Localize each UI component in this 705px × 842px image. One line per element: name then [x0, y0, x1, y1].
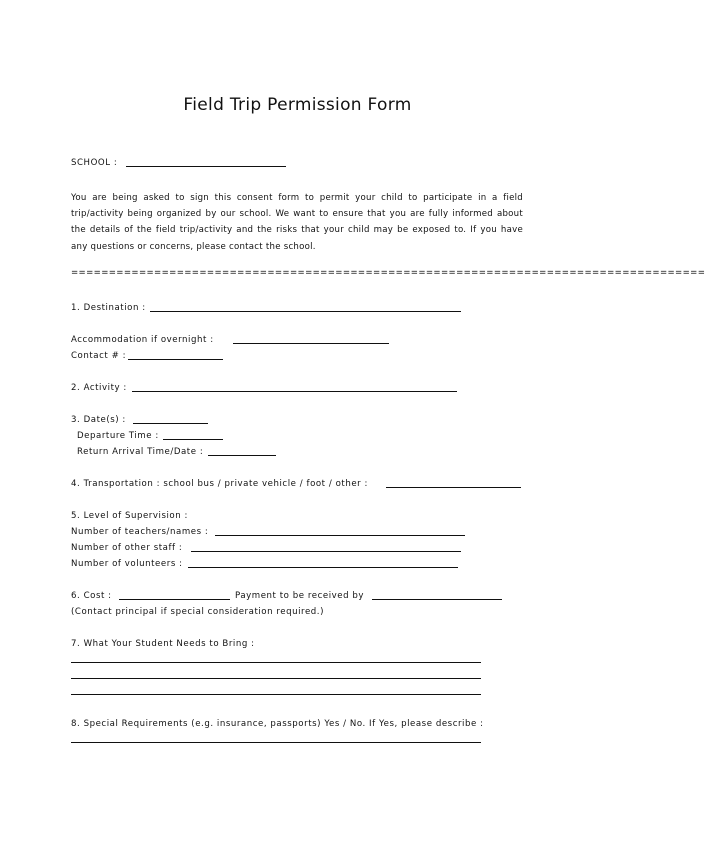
- activity-label: 2. Activity :: [71, 383, 127, 393]
- bring-line-1[interactable]: [71, 662, 481, 663]
- transportation-label: 4. Transportation : school bus / private vehicle / foot / other :: [71, 479, 368, 489]
- special-label: 8. Special Requirements (e.g. insurance, passports) Yes / No. If Yes, please describe :: [71, 719, 484, 729]
- cost-note: (Contact principal if special consideration required.): [71, 607, 324, 617]
- bring-line-3[interactable]: [71, 694, 481, 695]
- special-line-1[interactable]: [71, 742, 481, 743]
- cost-field[interactable]: [119, 599, 230, 600]
- contact-label: Contact # :: [71, 351, 127, 361]
- return-field[interactable]: [208, 455, 276, 456]
- dates-field[interactable]: [133, 423, 208, 424]
- school-label: SCHOOL :: [71, 158, 118, 168]
- staff-label: Number of other staff :: [71, 543, 183, 553]
- cost-label: 6. Cost :: [71, 591, 112, 601]
- dates-label: 3. Date(s) :: [71, 415, 126, 425]
- teachers-label: Number of teachers/names :: [71, 527, 209, 537]
- return-label: Return Arrival Time/Date :: [77, 447, 204, 457]
- volunteers-field[interactable]: [188, 567, 458, 568]
- payment-field[interactable]: [372, 599, 502, 600]
- staff-field[interactable]: [191, 551, 461, 552]
- bring-line-2[interactable]: [71, 678, 481, 679]
- payment-label: Payment to be received by: [235, 591, 365, 601]
- transportation-field[interactable]: [386, 487, 521, 488]
- section-divider: ====================================================================================: [71, 268, 705, 278]
- accommodation-field[interactable]: [233, 343, 389, 344]
- bring-label: 7. What Your Student Needs to Bring :: [71, 639, 255, 649]
- volunteers-label: Number of volunteers :: [71, 559, 183, 569]
- supervision-label: 5. Level of Supervision :: [71, 511, 188, 521]
- teachers-field[interactable]: [215, 535, 465, 536]
- contact-field[interactable]: [128, 359, 223, 360]
- activity-field[interactable]: [132, 391, 457, 392]
- departure-field[interactable]: [163, 439, 223, 440]
- school-field[interactable]: [126, 166, 286, 167]
- intro-paragraph: You are being asked to sign this consent form to permit your child to participate in a field trip/activity being organized by our school. We want to ensure that you are fully informed about the details of the field trip/activity and the risks that your child may be exposed to. If you have any questions or concerns, please contact the school.: [71, 193, 523, 252]
- destination-field[interactable]: [150, 311, 461, 312]
- destination-label: 1. Destination :: [71, 303, 146, 313]
- accommodation-label: Accommodation if overnight :: [71, 335, 214, 345]
- departure-label: Departure Time :: [77, 431, 159, 441]
- page-title: Field Trip Permission Form: [183, 95, 412, 115]
